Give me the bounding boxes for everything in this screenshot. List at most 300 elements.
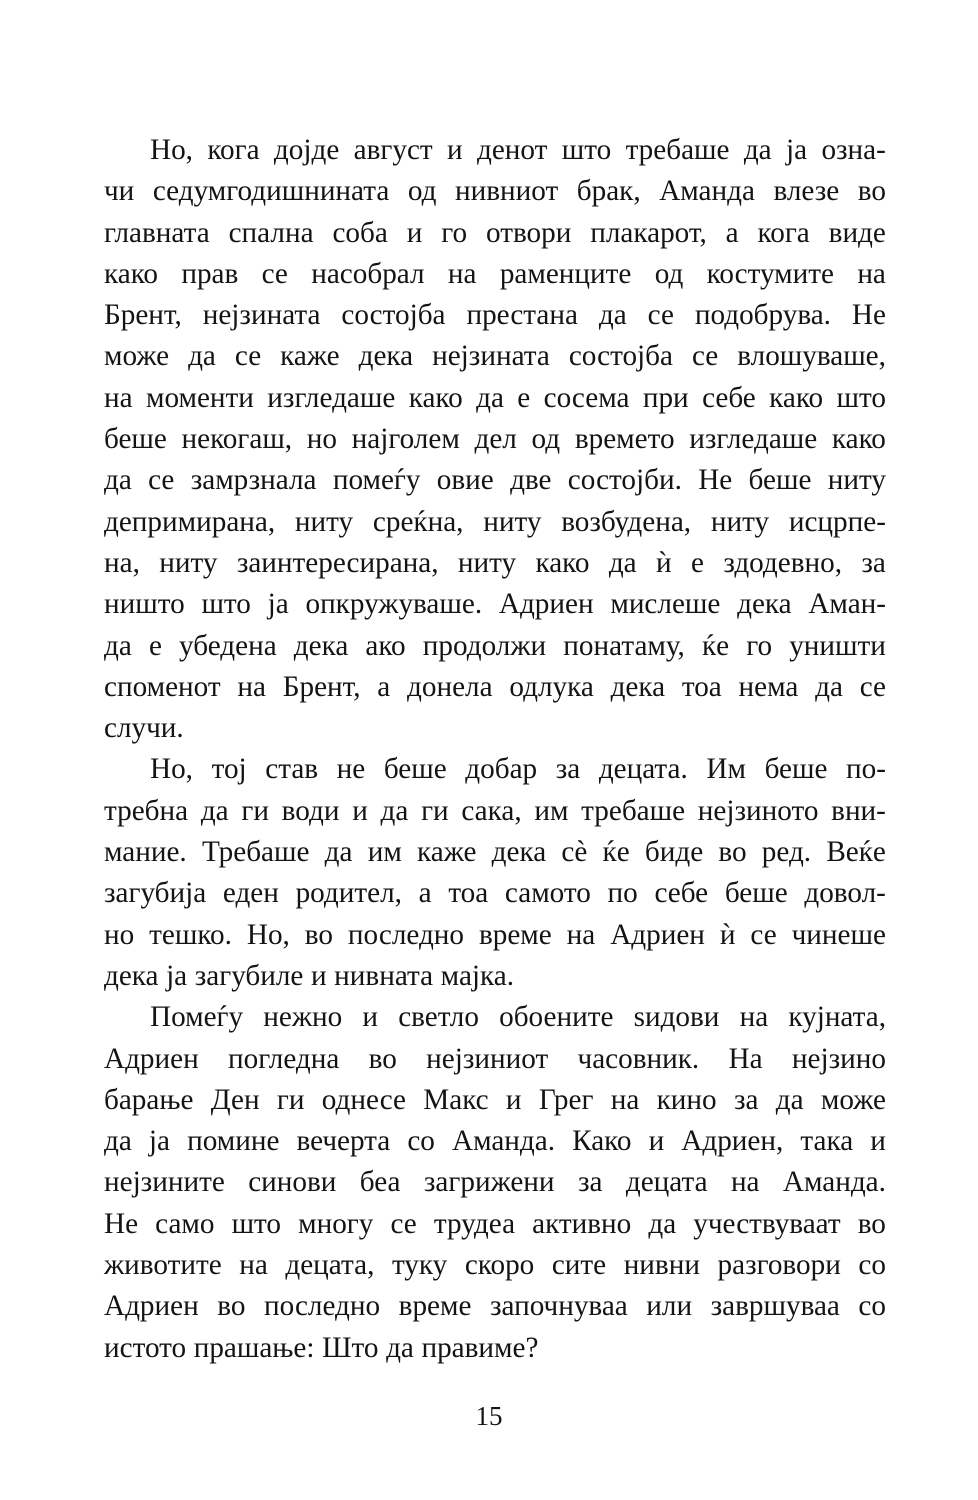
word: води [281,794,340,827]
word: нејзино [791,1042,886,1075]
text-line [104,1121,886,1162]
word: овие [436,464,494,497]
word: во [217,1290,246,1323]
word: се [234,340,262,373]
word: време [398,1290,472,1323]
word: ниту [483,505,542,538]
text-line [104,873,886,914]
word: ништо [104,588,185,621]
word: децата [625,1166,708,1199]
text-line [104,1204,886,1245]
word: нивни [623,1249,700,1282]
text-line [104,584,886,625]
word: ѕидови [633,1001,720,1034]
word: и [447,134,463,166]
word: продолжи [422,629,547,662]
word: Аманда. [782,1166,886,1199]
word: ниту [159,546,218,579]
word: обоените [499,1001,614,1034]
word: скоро [464,1249,535,1282]
word: се [691,340,719,373]
paragraph-3 [104,997,886,1369]
word: дека [358,340,414,373]
text-line [104,378,886,419]
word: ѝ [719,918,736,951]
word: ред. [761,836,812,869]
word: и [406,216,423,249]
word: чинеше [791,918,886,951]
word: нема [738,670,799,703]
text-line [104,130,886,171]
word: и [648,1125,665,1158]
word: време [478,918,552,951]
word: изгледаше [267,381,396,414]
text-line [104,626,886,667]
word: се [859,670,886,703]
paragraph-1 [104,130,886,749]
word: на [447,257,477,290]
word: и [362,1001,379,1034]
word: соба [332,216,388,249]
word: беше [764,753,828,786]
word: понатаму, [563,629,685,662]
word: ако [365,629,406,662]
word: убедена [179,629,277,662]
word: им [534,794,569,827]
word: најголем [351,423,460,456]
word: нејзиниот [426,1042,549,1075]
word: тешко. [149,918,232,951]
text-line [104,749,886,790]
word: со [858,1290,886,1323]
word: на [610,1083,640,1116]
word: се [148,464,175,497]
word: насобрал [311,257,425,290]
word: како [104,257,158,290]
word: Адриен, [681,1125,784,1158]
word: Не [104,1207,139,1240]
word: прав [181,257,239,290]
word: да [815,670,843,703]
word: го [441,216,468,249]
word: да [598,299,627,332]
text-line [104,1245,886,1286]
word: на [739,1001,769,1034]
word: На [728,1042,763,1075]
word: се [647,299,674,332]
text-line [104,1286,886,1327]
word: се [750,918,777,951]
word: мајка. [440,959,514,992]
word: ја [786,134,808,166]
word: одлука [509,670,594,703]
word: ниту [457,546,517,579]
word: сите [551,1249,607,1282]
word: состојба [568,340,673,373]
word: помине [187,1125,280,1158]
word: да [104,629,132,662]
word: Но, [246,918,290,951]
word: еден [222,877,279,910]
word: тоа [448,877,489,910]
word: влезе [773,175,840,208]
word: за [577,1166,603,1199]
word: за [861,546,886,579]
word: последно [347,918,465,951]
word: Што [322,1331,379,1364]
word: Не [698,464,733,497]
word: вечерта [296,1125,391,1158]
word: биде [644,836,704,869]
word: требаше [581,794,686,827]
word: од [654,257,684,290]
text-line [104,997,886,1038]
word: учествуваат [693,1207,841,1240]
word: на [237,670,266,703]
word: правиме? [421,1331,539,1364]
text-line [104,915,886,956]
word: дека [104,959,159,992]
word: загрижени [423,1166,555,1199]
word: ја [166,959,188,992]
word: дојде [273,134,340,166]
word: помеѓу [332,464,421,497]
word: од [531,423,561,456]
word: по- [846,753,886,786]
word: е [690,546,704,579]
word: депримирана, [104,505,276,538]
word: ниту [827,464,886,497]
text-line [104,1328,886,1369]
word: Аман- [808,588,886,621]
word: да [324,836,353,869]
word: самото [504,877,591,910]
word: трудеа [433,1207,516,1240]
word: децата, [285,1249,375,1282]
word: барање [104,1083,194,1116]
word: ѝ [656,546,672,579]
word: изгледаше [689,423,818,456]
text-line [104,543,886,584]
word: плакарот, [590,216,707,249]
word: активно [532,1207,632,1240]
word: дека [293,629,349,662]
word: од [407,175,437,208]
text-line [104,254,886,295]
word: ги [241,794,269,827]
word: што [201,588,251,621]
word: беше [104,423,167,456]
word: Адриен [104,1290,199,1323]
word: е [148,629,162,662]
word: и [870,1125,886,1158]
word: а [418,877,432,910]
word: среќна, [372,505,464,538]
word: требна [104,794,189,827]
text-line [104,956,886,997]
word: сè [561,836,588,869]
word: разговори [717,1249,841,1282]
word: Адриен [104,1042,199,1075]
word: костумите [706,257,834,290]
word: беше [724,877,788,910]
text-line [104,171,886,212]
word: завршуваа [710,1290,840,1323]
word: може [104,340,170,373]
word: подобрува. [694,299,831,332]
word: кујната, [788,1001,886,1034]
word: им [367,836,402,869]
word: прашање: [193,1331,315,1364]
word: довол- [804,877,886,910]
word: во [718,836,747,869]
text-line [104,791,886,832]
word: многу [298,1207,374,1240]
word: ги [276,1083,305,1116]
word: за [555,753,581,786]
word: однесе [321,1083,406,1116]
word: да [104,464,132,497]
word: Адриен [610,918,705,951]
word: дел [474,423,517,456]
text-line [104,213,886,254]
word: синови [248,1166,337,1199]
word: а [377,670,391,703]
word: децата. [598,753,688,786]
word: се [390,1207,417,1240]
word: да [476,381,504,414]
word: Веќе [826,836,886,869]
word: може [820,1083,886,1116]
word: по [607,877,638,910]
text-line [104,419,886,460]
word: став [265,753,319,786]
word: истото [104,1331,187,1364]
word: со [858,1249,886,1282]
word: но [104,918,135,951]
word: добар [465,753,538,786]
word: каже [417,836,477,869]
word: на [857,257,886,290]
word: ги [421,794,449,827]
word: моменти [145,381,254,414]
word: да [775,1083,804,1116]
word: Требаше [201,836,310,869]
word: загубија [104,877,207,910]
word: Како [572,1125,632,1158]
word: некогаш, [181,423,293,456]
word: заинтересирана, [236,546,439,579]
word: како [535,546,590,579]
word: светло [398,1001,479,1034]
word: себе [702,381,756,414]
word: како [831,423,886,456]
word: влошуваше, [737,340,886,373]
word: беше [383,753,447,786]
text-line [104,667,886,708]
word: состојби. [567,464,682,497]
word: сосема [543,381,630,414]
word: да [386,1331,414,1364]
word: замрзнала [190,464,317,497]
word: да [104,1125,132,1158]
word: денот [477,134,548,166]
text-line [104,708,886,749]
word: Им [706,753,746,786]
word: исцрпе- [788,505,886,538]
word: опкружуваше. [305,588,483,621]
word: седумгодишнината [152,175,390,208]
word: дека [610,670,666,703]
word: на [566,918,596,951]
word: во [304,918,333,951]
word: да [188,340,216,373]
word: го [746,629,773,662]
word: ниту [710,505,770,538]
word: или [646,1290,693,1323]
word: така [800,1125,854,1158]
word: отвори [485,216,572,249]
word: како [408,381,463,414]
word: тој [211,753,247,786]
word: нивната [334,959,434,992]
text-line [104,1080,886,1121]
word: нивниот [455,175,559,208]
word: спална [228,216,314,249]
word: Брент, [282,670,361,703]
word: Не [851,299,886,332]
word: во [857,175,886,208]
word: вни- [831,794,886,827]
word: донела [407,670,493,703]
word: Но, [150,753,193,786]
word: споменот [104,670,221,703]
word: ниту [294,505,354,538]
word: Аманда. [452,1125,556,1158]
word: кино [656,1083,717,1116]
word: август [353,134,433,166]
word: ќе [602,836,630,869]
word: возбудена, [561,505,692,538]
word: Ден [210,1083,260,1116]
word: мание. [104,836,187,869]
text-line [104,1162,886,1203]
word: нејзините [104,1166,225,1199]
word: Грег [538,1083,594,1116]
word: како [769,381,824,414]
word: уништи [789,629,886,662]
word: времето [574,423,675,456]
word: ја [148,1125,170,1158]
word: случи. [104,712,184,745]
word: виде [828,216,886,249]
word: се [261,257,288,290]
word: престана [466,299,578,332]
word: две [510,464,552,497]
word: Но, [150,134,193,166]
word: нејзиното [697,794,819,827]
word: беа [359,1166,401,1199]
word: во [368,1042,397,1075]
word: што [836,381,886,414]
word: сака, [461,794,522,827]
word: со [407,1125,435,1158]
word: Помеѓу [150,1001,244,1034]
word: и [352,794,368,827]
word: на, [104,546,140,579]
text-line [104,336,886,377]
text-line [104,1039,886,1080]
word: Адриен [498,588,594,621]
word: мислеше [610,588,721,621]
word: требаше [625,134,730,166]
page-number: 15 [475,1401,503,1431]
word: да [380,794,409,827]
body-text-block [104,130,886,1369]
word: нејзината [432,340,550,373]
word: ќе [701,629,730,662]
word: загубиле [194,959,304,992]
word: да [648,1207,677,1240]
text-line [104,460,886,501]
word: здодевно, [723,546,843,579]
word: беше [748,464,812,497]
word: каже [280,340,340,373]
word: туку [391,1249,448,1282]
word: за [733,1083,759,1116]
word: што [231,1207,282,1240]
word: дека [737,588,792,621]
word: не [336,753,366,786]
word: себе [654,877,709,910]
word: Макс [423,1083,489,1116]
word: кога [757,216,810,249]
word: на [239,1249,268,1282]
word: нежно [263,1001,343,1034]
word: дека [491,836,547,869]
word: Аманда [659,175,755,208]
word: главната [104,216,210,249]
word: озна- [821,134,886,166]
word: ја [267,588,289,621]
word: погледна [228,1042,340,1075]
paragraph-2 [104,749,886,997]
word: Брент, [104,299,182,332]
word: но [306,423,337,456]
word: нејзината [202,299,321,332]
word: и [505,1083,522,1116]
word: тоа [681,670,722,703]
word: на [730,1166,760,1199]
word: кога [207,134,260,166]
word: чи [104,175,135,208]
text-line [104,295,886,336]
word: родител, [295,877,402,910]
word: да [608,546,637,579]
text-line [104,832,886,873]
word: на [104,381,133,414]
word: состојба [341,299,446,332]
word: во [857,1207,886,1240]
word: животите [104,1249,222,1282]
word: брак, [576,175,641,208]
word: само [155,1207,215,1240]
word: започнуваа [489,1290,628,1323]
word: последно [264,1290,381,1323]
word: што [561,134,612,166]
word: раменците [499,257,632,290]
word: при [642,381,689,414]
